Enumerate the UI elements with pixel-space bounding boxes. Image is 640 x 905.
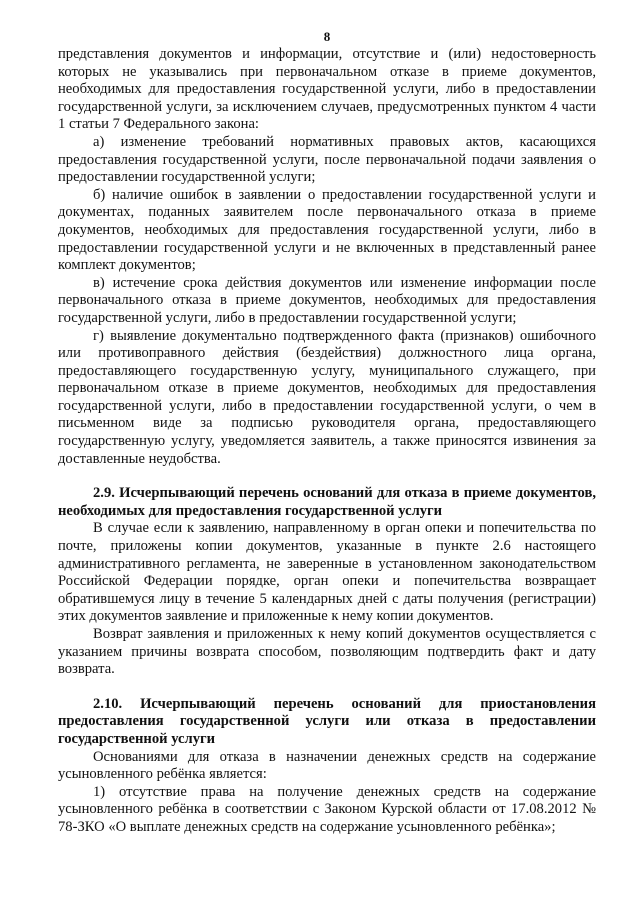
section-2-10-paragraph: 1) отсутствие права на получение денежных средств на содержание усыновленного ребёнка в соответствии с Законом Курской области от 17.08.2012 № 78-ЗКО «О выплате денежных средств на содержание усыновленного ребёнка»;: [58, 783, 596, 835]
section-2-10-paragraph: Основаниями для отказа в назначении денежных средств на содержание усыновленного ребёнка является:: [58, 748, 596, 783]
section-gap: [58, 468, 596, 485]
document-page: [58, 30, 596, 837]
section-2-9-paragraph: Возврат заявления и приложенных к нему копий документов осуществляется с указанием причины возврата способом, позволяющим подтвердить факт и дату возврата.: [58, 626, 596, 678]
paragraph-item-v: в) истечение срока действия документов или изменение информации после первоначального отказа в приеме документов, необходимых для предоставления государственной услуги, либо в предоставлении государственной услуги;: [58, 274, 596, 326]
paragraph-item-g: г) выявление документально подтвержденного факта (признаков) ошибочного или противоправного действия (бездействия) должностного лица органа, предоставляющего государственную услугу, муниципального служащего, при первоначальном отказе в приеме документов, необходимых для предоставления государственной услуги, либо в предоставлении государственной услуги, о чем в письменном виде за подписью руководителя органа, предоставляющего государственную услугу, уведомляется заявитель, а также приносятся извинения за доставленные неудобства.: [58, 327, 596, 467]
section-2-9-paragraph: В случае если к заявлению, направленному в орган опеки и попечительства по почте, приложены копии документов, указанные в пункте 2.6 настоящего административного регламента, не заверенные в установленном законодательством Российской Федерации порядке, орган опеки и попечительства возвращает обратившемуся лицу в течение 5 календарных дней с даты получения (регистрации) этих документов заявление и приложенные к нему копии документов.: [58, 520, 596, 625]
paragraph-item-b: б) наличие ошибок в заявлении о предоставлении государственной услуги и документах, поданных заявителем после первоначального отказа в приеме документов, необходимых для предоставления государственной услуги, либо в предоставлении государственной услуги и не включенных в представленный ранее комплект документов;: [58, 186, 596, 274]
paragraph-continuation: представления документов и информации, отсутствие и (или) недостоверность которых не указывались при первоначальном отказе в приеме документов, необходимых для предоставления государственной услуги, либо в предоставлении государственной услуги, за исключением случаев, предусмотренных пунктом 4 части 1 статьи 7 Федерального закона:: [58, 46, 596, 133]
section-heading-2-10: 2.10. Исчерпывающий перечень оснований для приостановления предоставления государственной услуги или отказа в предоставлении государственной услуги: [58, 695, 596, 747]
page-number: 8: [323, 29, 331, 44]
section-heading-2-9: 2.9. Исчерпывающий перечень оснований для отказа в приеме документов, необходимых для предоставления государственной услуги: [58, 485, 596, 519]
paragraph-item-a: а) изменение требований нормативных правовых актов, касающихся предоставления государственной услуги, после первоначальной подачи заявления о предоставлении государственной услуги;: [58, 133, 596, 186]
section-gap: [58, 679, 596, 696]
